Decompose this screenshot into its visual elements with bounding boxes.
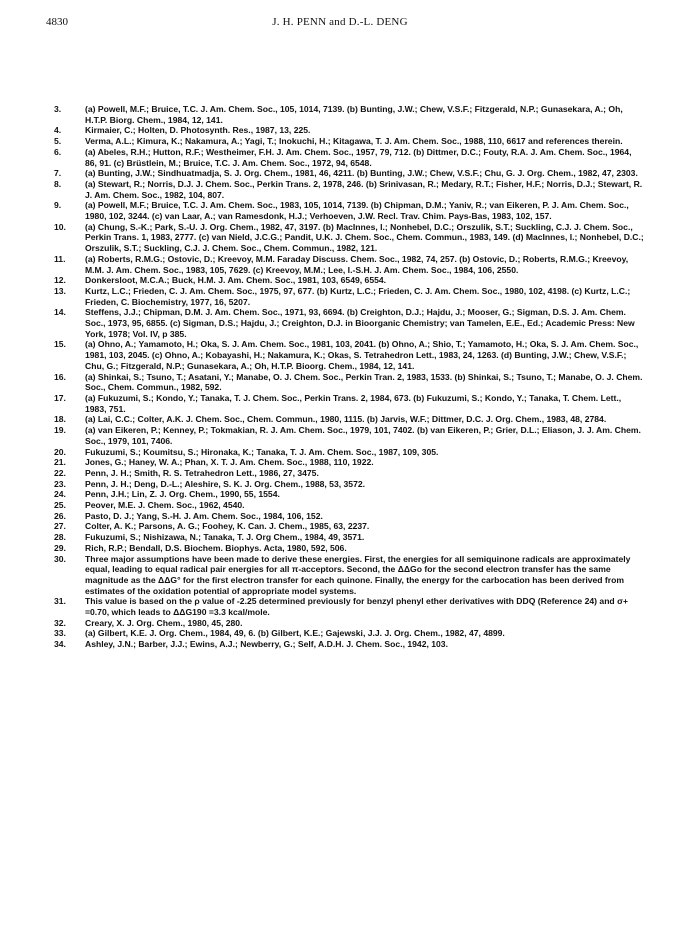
reference-item bbox=[54, 511, 644, 522]
reference-item bbox=[54, 104, 644, 125]
reference-text: Fukuzumi, S.; Koumitsu, S.; Hironaka, K.; Tanaka, T. J. Am. Chem. Soc., 1987, 109, 305. bbox=[85, 446, 439, 457]
reference-text: Kurtz, L.C.; Frieden, C. J. Am. Chem. Soc., 1975, 97, 677. (b) Kurtz, L.C.; Frieden, C. J. Am. Chem. Soc., 1980, 102, 4198. (c) Kurtz, L.C.; Frieden, C. Biochemistry, 1977, 16, 5207. bbox=[85, 285, 631, 307]
reference-text: Rich, R.P.; Bendall, D.S. Biochem. Biophys. Acta, 1980, 592, 506. bbox=[85, 542, 347, 553]
reference-item bbox=[54, 414, 644, 425]
page-number: 4830 bbox=[46, 16, 68, 28]
reference-item bbox=[54, 457, 644, 468]
reference-number: 9. bbox=[54, 200, 62, 211]
reference-item bbox=[54, 136, 644, 147]
reference-number: 32. bbox=[54, 617, 66, 628]
reference-number: 4. bbox=[54, 125, 62, 136]
reference-item bbox=[54, 339, 644, 371]
reference-text: Jones, G.; Haney, W. A.; Phan, X. T. J. Am. Chem. Soc., 1988, 110, 1922. bbox=[85, 457, 374, 468]
reference-item bbox=[54, 125, 644, 136]
reference-text: (a) Powell, M.F.; Bruice, T.C. J. Am. Chem. Soc., 1983, 105, 1014, 7139. (b) Chipman, D.M.; Yaniv, R.; van Eikeren, P. J. Am. Chem. Soc., 1980, 102, 3244. (c) van Laar, A.; van Ramesdonk, H.J.; Verhoeven, J.W. Recl. Trav. Chim. Pays-Bas, 1983, 102, 157. bbox=[85, 200, 629, 222]
reference-text: (a) Fukuzumi, S.; Kondo, Y.; Tanaka, T. J. Chem. Soc., Perkin Trans. 2, 1984, 673. (b) Fukuzumi, S.; Kondo, Y.; Tanaka, T. Chem. Lett., 1983, 751. bbox=[85, 392, 622, 414]
reference-item bbox=[54, 425, 644, 446]
reference-number: 19. bbox=[54, 425, 66, 436]
reference-text: Three major assumptions have been made to derive these energies. First, the energies for all semiquinone radicals are approximately equal, leading to equal radical pair energies for all π-acceptors. Second, the ΔΔGo for the second electron transfer has the same magnitude as the ΔΔG° for the first electron transfer for each quinone. Finally, the energy for the carbocation has been derived from estimates of the oxidation potential of appropriate model systems. bbox=[85, 553, 631, 596]
reference-text: (a) Lai, C.C.; Colter, A.K. J. Chem. Soc., Chem. Commun., 1980, 1115. (b) Jarvis, W.F.; Dittmer, D.C. J. Org. Chem., 1983, 48, 2784. bbox=[85, 414, 607, 425]
reference-item bbox=[54, 596, 644, 617]
reference-item bbox=[54, 222, 644, 254]
reference-number: 15. bbox=[54, 339, 66, 350]
reference-item bbox=[54, 500, 644, 511]
reference-text: (a) Abeles, R.H.; Hutton, R.F.; Westheimer, F.H. J. Am. Chem. Soc., 1957, 79, 712. (b) Dittmer, D.C.; Fouty, R.A. J. Am. Chem. Soc., 1964, 86, 91. (c) Brüstlein, M.; Bruice, T.C. J. Am. Chem. Soc., 1972, 94, 6548. bbox=[85, 146, 632, 168]
reference-number: 29. bbox=[54, 542, 66, 553]
reference-item bbox=[54, 554, 644, 597]
reference-text: (a) Powell, M.F.; Bruice, T.C. J. Am. Chem. Soc., 105, 1014, 7139. (b) Bunting, J.W.; Chew, V.S.F.; Fitzgerald, N.P.; Gunasekara, A.; Oh, H.T.P. Biorg. Chem., 1984, 12, 141. bbox=[85, 104, 623, 125]
reference-item bbox=[54, 307, 644, 339]
reference-item bbox=[54, 628, 644, 639]
reference-number: 27. bbox=[54, 521, 66, 532]
reference-number: 28. bbox=[54, 532, 66, 543]
reference-text: Ashley, J.N.; Barber, J.J.; Ewins, A.J.; Newberry, G.; Self, A.D.H. J. Chem. Soc., 1942, 103. bbox=[85, 639, 448, 650]
reference-item bbox=[54, 275, 644, 286]
reference-text: Colter, A. K.; Parsons, A. G.; Foohey, K. Can. J. Chem., 1985, 63, 2237. bbox=[85, 521, 370, 532]
reference-number: 11. bbox=[54, 253, 66, 264]
reference-number: 5. bbox=[54, 136, 62, 147]
reference-text: (a) Gilbert, K.E. J. Org. Chem., 1984, 49, 6. (b) Gilbert, K.E.; Gajewski, J.J. J. Org. Chem., 1982, 47, 4899. bbox=[85, 628, 505, 639]
reference-text: Verma, A.L.; Kimura, K.; Nakamura, A.; Yagi, T.; Inokuchi, H.; Kitagawa, T. J. Am. Chem. Soc., 1988, 110, 6617 and references therein. bbox=[85, 136, 623, 147]
reference-text: Donkersloot, M.C.A.; Buck, H.M. J. Am. Chem. Soc., 1981, 103, 6549, 6554. bbox=[85, 275, 387, 286]
reference-text: Penn, J.H.; Lin, Z. J. Org. Chem., 1990, 55, 1554. bbox=[85, 489, 280, 500]
reference-text: Penn, J. H.; Smith, R. S. Tetrahedron Lett., 1986, 27, 3475. bbox=[85, 467, 319, 478]
reference-text: (a) Bunting, J.W.; Sindhuatmadja, S. J. Org. Chem., 1981, 46, 4211. (b) Bunting, J.W.; Chew, V.S.F.; Chu, G. J. Org. Chem., 1982, 47, 2303. bbox=[85, 168, 638, 179]
reference-item bbox=[54, 393, 644, 414]
reference-item bbox=[54, 479, 644, 490]
reference-number: 26. bbox=[54, 510, 66, 521]
reference-text: Penn, J. H.; Deng, D.-L.; Aleshire, S. K. J. Org. Chem., 1988, 53, 3572. bbox=[85, 478, 366, 489]
reference-number: 20. bbox=[54, 446, 66, 457]
reference-item bbox=[54, 286, 644, 307]
reference-item bbox=[54, 254, 644, 275]
reference-item bbox=[54, 468, 644, 479]
reference-text: Kirmaier, C.; Holten, D. Photosynth. Res., 1987, 13, 225. bbox=[85, 125, 311, 136]
reference-item bbox=[54, 532, 644, 543]
reference-text: This value is based on the ρ value of -2.25 determined previously for benzyl phenyl ether derivatives with DDQ (Reference 24) and σ+ =0.70, which leads to ΔΔG190 =3.3 kcal/mole. bbox=[85, 596, 628, 618]
reference-item bbox=[54, 179, 644, 200]
reference-item bbox=[54, 372, 644, 393]
reference-text: Pasto, D. J.; Yang, S.-H. J. Am. Chem. Soc., 1984, 106, 152. bbox=[85, 510, 323, 521]
reference-item bbox=[54, 168, 644, 179]
reference-number: 10. bbox=[54, 221, 66, 232]
reference-item bbox=[54, 639, 644, 650]
reference-number: 12. bbox=[54, 275, 66, 286]
reference-number: 23. bbox=[54, 478, 66, 489]
reference-item bbox=[54, 618, 644, 629]
reference-text: Creary, X. J. Org. Chem., 1980, 45, 280. bbox=[85, 617, 243, 628]
reference-text: (a) Roberts, R.M.G.; Ostovic, D.; Kreevoy, M.M. Faraday Discuss. Chem. Soc., 1982, 74, 257. (b) Ostovic, D.; Roberts, R.M.G.; Kreevoy, M.M. J. Am. Chem. Soc., 1983, 105, 7629. (c) Kreevoy, M.M.; Lee, I.-S.H. J. Am. Chem. Soc., 1984, 106, 2550. bbox=[85, 253, 629, 275]
reference-text: (a) van Eikeren, P.; Kenney, P.; Tokmakian, R. J. Am. Chem. Soc., 1979, 101, 7402. (b) van Eikeren, P.; Grier, D.L.; Eliason, J. J. Am. Chem. Soc., 1979, 101, 7406. bbox=[85, 425, 641, 446]
reference-number: 14. bbox=[54, 307, 66, 318]
reference-item bbox=[54, 147, 644, 168]
reference-number: 17. bbox=[54, 392, 66, 403]
running-head: J. H. PENN and D.-L. DENG bbox=[272, 16, 408, 28]
reference-text: Fukuzumi, S.; Nishizawa, N.; Tanaka, T. J. Org Chem., 1984, 49, 3571. bbox=[85, 532, 365, 543]
reference-text: (a) Shinkai, S.; Tsuno, T.; Asatani, Y.; Manabe, O. J. Chem. Soc., Perkin Tran. 2, 1983, 1533. (b) Shinkai, S.; Tsuno, T.; Manabe, O. J. Chem. Soc., Chem. Commun., 1982, 592. bbox=[85, 371, 643, 393]
reference-number: 7. bbox=[54, 168, 62, 179]
reference-item bbox=[54, 543, 644, 554]
reference-number: 3. bbox=[54, 104, 62, 114]
reference-text: (a) Ohno, A.; Yamamoto, H.; Oka, S. J. Am. Chem. Soc., 1981, 103, 2041. (b) Ohno, A.; Shio, T.; Yamamoto, H.; Oka, S. J. Am. Chem. Soc., 1981, 103, 2045. (c) Ohno, A.; Kobayashi, H.; Nakamura, K.; Okas, S. Tetrahedron Lett., 1983, 24, 1263. (d) Bunting, J.W.; Chew, V.S.F.; Chu, G.; Fitzgerald, N.P.; Gunasekara, A.; Oh, H.T.P. Bioorg. Chem., 1984, 12, 141. bbox=[85, 339, 639, 371]
reference-number: 6. bbox=[54, 146, 62, 157]
reference-text: Peover, M.E. J. Chem. Soc., 1962, 4540. bbox=[85, 500, 245, 511]
reference-text: (a) Stewart, R.; Norris, D.J. J. Chem. Soc., Perkin Trans. 2, 1978, 246. (b) Srinivasan, R.; Medary, R.T.; Fisher, H.F.; Norris, D.J.; Stewart, R. J. Am. Chem. Soc., 1982, 104, 807. bbox=[85, 178, 643, 200]
reference-number: 30. bbox=[54, 553, 66, 564]
reference-number: 21. bbox=[54, 457, 66, 468]
reference-number: 24. bbox=[54, 489, 66, 500]
reference-number: 18. bbox=[54, 414, 66, 425]
reference-text: Steffens, J.J.; Chipman, D.M. J. Am. Chem. Soc., 1971, 93, 6694. (b) Creighton, D.J.; Hajdu, J.; Mooser, G.; Sigman, D.S. J. Am. Chem. Soc., 1973, 95, 6855. (c) Sigman, D.S.; Hajdu, J.; Creighton, D.J. in Bioorganic Chemistry; van Tamelen, E.E., Ed.; Academic Press: New York, 1978; Vol. IV, p 385. bbox=[85, 307, 635, 339]
reference-number: 16. bbox=[54, 371, 66, 382]
reference-item bbox=[54, 447, 644, 458]
reference-number: 34. bbox=[54, 639, 66, 650]
reference-item bbox=[54, 200, 644, 221]
reference-item bbox=[54, 489, 644, 500]
reference-number: 31. bbox=[54, 596, 66, 607]
reference-number: 22. bbox=[54, 467, 66, 478]
reference-number: 25. bbox=[54, 500, 66, 511]
reference-number: 13. bbox=[54, 285, 66, 296]
page-header bbox=[0, 16, 680, 30]
reference-number: 8. bbox=[54, 178, 62, 189]
reference-list bbox=[54, 104, 644, 650]
reference-number: 33. bbox=[54, 628, 66, 639]
reference-text: (a) Chung, S.-K.; Park, S.-U. J. Org. Chem., 1982, 47, 3197. (b) MacInnes, I.; Nonhebel, D.C.; Orszulik, S.T.; Suckling, C.J. J. Chem. Soc., Perkin Trans. 1, 1983, 2777. (c) van Nield, J.C.G.; Pandit, U.K. J. Chem. Soc., Chem. Commun., 1983, 149. (d) MacInnes, I.; Nonhebel, D.C.; Orszulik, S.T.; Suckling, C.J. J. Chem. Soc., Chem. Commun., 1982, 121. bbox=[85, 221, 644, 254]
reference-item bbox=[54, 521, 644, 532]
